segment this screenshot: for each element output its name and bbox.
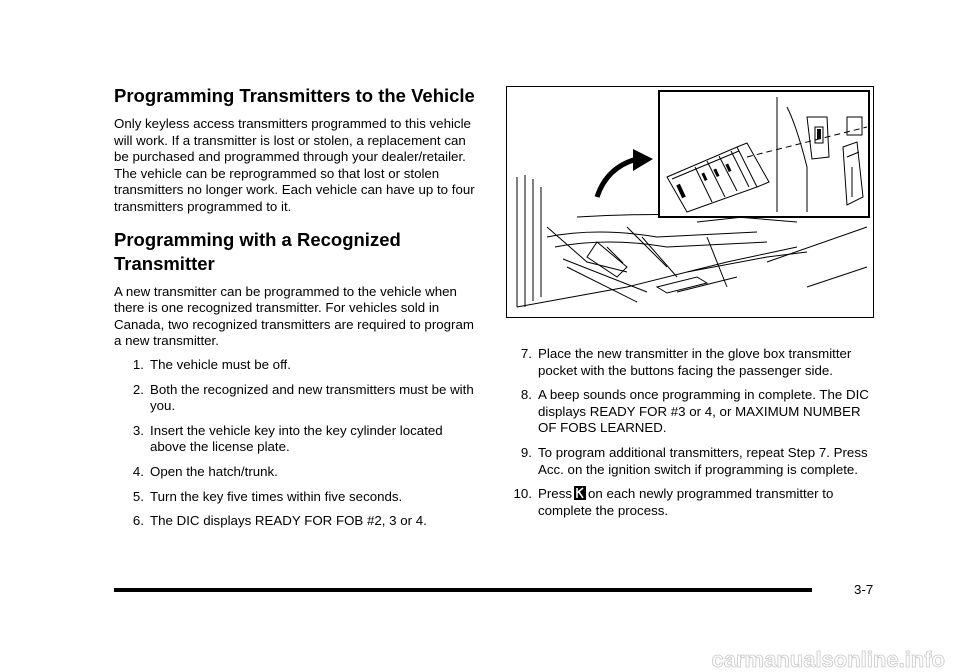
step-text: Open the hatch/trunk.	[150, 463, 278, 479]
step-text: Insert the vehicle key into the key cylinder located above the license plate.	[150, 422, 443, 455]
step-text: The vehicle must be off.	[150, 356, 291, 372]
step-item	[114, 464, 478, 481]
glove-box-illustration	[506, 86, 874, 318]
step-number: 6.	[132, 513, 144, 529]
step-number: 4.	[132, 463, 144, 479]
section-heading-recognized-transmitter: Programming with a Recognized Transmitter	[114, 228, 401, 274]
step-number: 8.	[520, 387, 532, 403]
step-number: 2.	[132, 381, 144, 397]
step-number: 10.	[513, 486, 532, 502]
step-item	[114, 513, 478, 530]
step-text-before: Press	[538, 486, 572, 502]
step-text: To program additional transmitters, repeat Step 7. Press Acc. on the ignition switch if programming is complete.	[538, 444, 868, 477]
steps-list-left	[114, 357, 478, 530]
step-item	[114, 382, 478, 415]
step-text: Turn the key five times within five seconds.	[150, 488, 403, 504]
right-column	[506, 86, 878, 527]
section-heading-programming-transmitters: Programming Transmitters to the Vehicle	[114, 85, 475, 106]
step-number: 7.	[520, 346, 532, 361]
left-column	[114, 84, 478, 538]
intro-paragraph: Only keyless access transmitters programmed to this vehicle will work. If a transmitter is lost or stolen, a replacement can be purchased and programmed through your dealer/retailer. The vehicle can be reprogrammed so that lost or stolen transmitters no longer work. Each vehicle can have up to four transmitters programmed to it.	[114, 116, 475, 214]
step-item	[506, 346, 878, 379]
key-fob-button-icon	[574, 486, 586, 500]
glove-box-drawing	[507, 87, 872, 316]
step-item	[496, 486, 878, 519]
step-item	[114, 423, 478, 456]
step-text: Place the new transmitter in the glove box transmitter pocket with the buttons facing the passenger side.	[538, 346, 852, 378]
step-number: 5.	[132, 488, 144, 504]
step-number: 3.	[132, 422, 144, 438]
step-text: A beep sounds once programming in complete. The DIC displays READY FOR #3 or 4, or MAXIMUM NUMBER OF FOBS LEARNED.	[538, 387, 869, 436]
step-number: 1.	[132, 356, 144, 372]
step-item	[114, 489, 478, 506]
footer-rule	[114, 588, 812, 592]
steps-list-right	[506, 346, 878, 519]
step-item	[506, 445, 878, 478]
step-number: 9.	[520, 444, 532, 460]
step-item	[114, 357, 478, 374]
recognized-paragraph: A new transmitter can be programmed to the vehicle when there is one recognized transmitter. For vehicles sold in Canada, two recognized transmitters are required to program a new transmitter.	[114, 283, 474, 349]
step-text-after: on each newly programmed transmitter to complete the process.	[538, 486, 834, 518]
step-text: Both the recognized and new transmitters must be with you.	[150, 381, 474, 414]
watermark-logo	[560, 648, 960, 672]
watermark-text: carmanualsonline.info	[711, 648, 945, 672]
step-text: The DIC displays READY FOR FOB #2, 3 or 4.	[150, 513, 427, 529]
step-item	[506, 387, 878, 437]
page-number: 3-7	[854, 582, 874, 597]
step-text	[532, 486, 878, 519]
